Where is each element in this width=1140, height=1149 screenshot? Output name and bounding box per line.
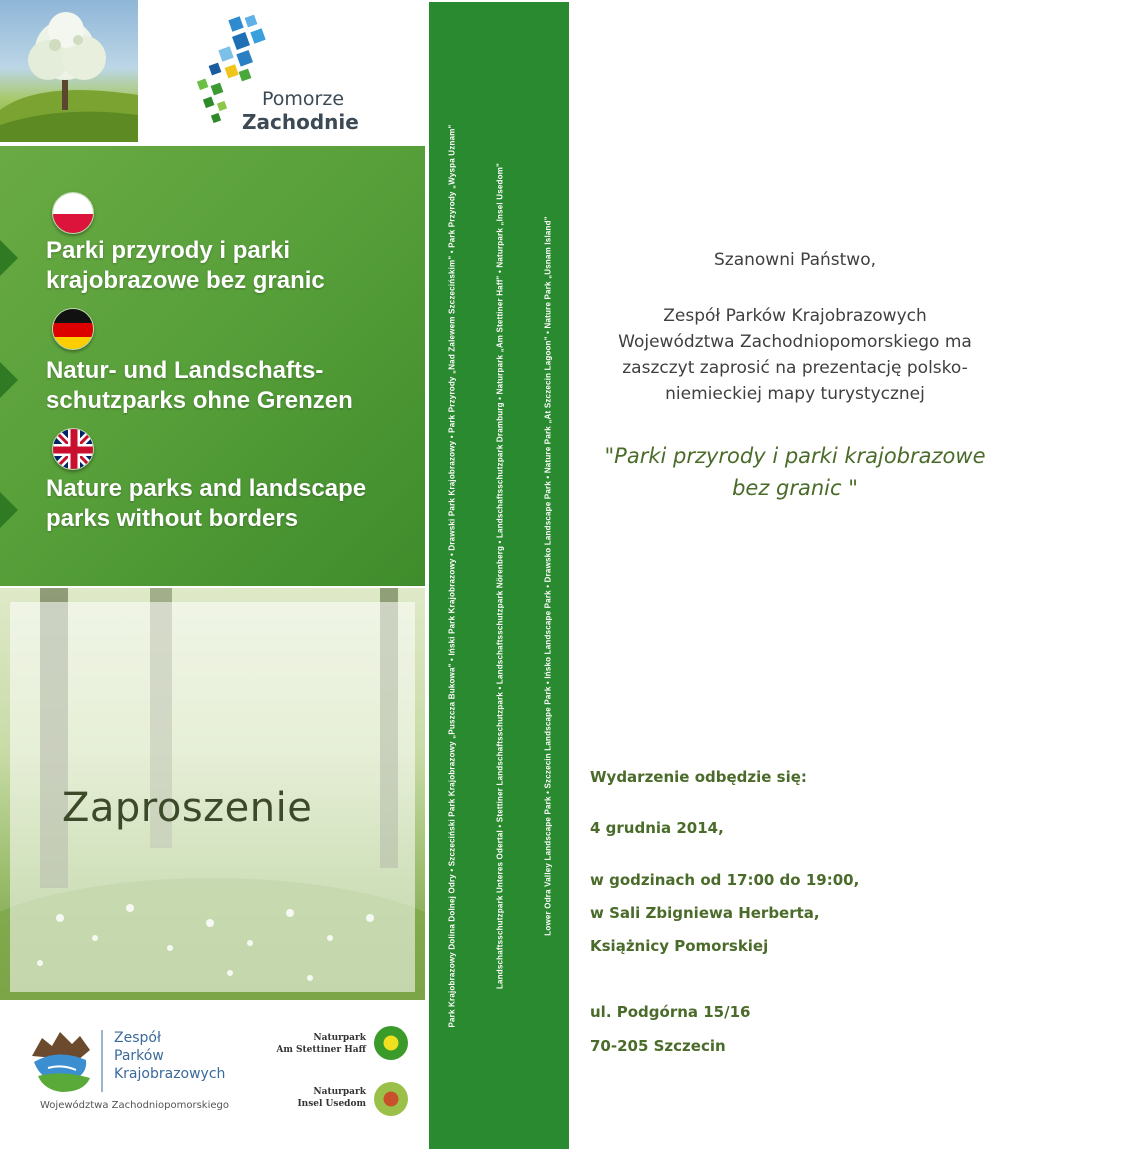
naturpark-haff-line-1: Naturpark [313,1033,366,1043]
letter-body-line: Województwa Zachodniopomorskiego ma [618,332,972,352]
event-title-line-2: bez granic " [732,476,858,500]
flag-poland-icon [52,192,94,234]
flag-uk-icon [52,428,94,470]
event-date: 4 grudnia 2014, [590,819,724,837]
tree-photo [0,0,138,142]
letter-body-line: Zespół Parków Krajobrazowych [663,306,927,326]
zpk-logo [28,1026,238,1118]
naturpark-usedom-icon [374,1082,408,1116]
event-venue: Książnicy Pomorskiej [590,937,769,955]
zpk-logo-line-2: Parków [114,1048,164,1064]
strip-text-de: Landschaftsschutzpark Unteres Odertal • Stettiner Landschaftsschutzpark • Landschaftsschutzpark Nörenberg • Landschaftsschutzpark Dramburg • Naturpark „Am Stettiner Haff" • Naturpark „Insel Usedom" [495,162,505,989]
title-en-line-1: Nature parks and landscape [46,475,367,502]
naturpark-haff-line-2: Am Stettiner Haff [276,1045,366,1055]
strip-text-pl: Park Krajobrazowy Dolina Dolnej Odry • Szczeciński Park Krajobrazowy „Puszcza Bukowa" • Iński Park Krajobrazowy • Drawski Park Krajobrazowy • Park Przyrody „Nad Zalewem Szczecińskim" • Park Przyrody „Wyspa Uznam" [447,123,457,1028]
title-box [0,146,425,586]
title-pl-line-1: Parki przyrody i parki [46,237,291,264]
brand-line-1: Pomorze [262,88,345,110]
event-city: 70-205 Szczecin [590,1037,726,1055]
letter-body-line: niemieckiej mapy turystycznej [665,384,925,404]
naturpark-haff-label [262,1032,366,1056]
letter-body-line: zaszczyt zaprosić na prezentację polsko- [622,358,968,378]
event-intro: Wydarzenie odbędzie się: [590,768,807,786]
strip-column-de [485,2,515,1149]
zpk-logo-line-1: Zespół [114,1030,161,1046]
park-names-strip [429,2,569,1149]
event-title-line-1: "Parki przyrody i parki krajobrazowe [604,444,986,468]
cover-panel [0,0,428,1149]
strip-column-pl [437,2,467,1149]
title-pl-line-2: krajobrazowe bez granic [46,267,325,294]
event-street: ul. Podgórna 15/16 [590,1003,751,1021]
arrow-marker-icon [0,240,18,276]
event-room: w Sali Zbigniewa Herberta, [590,904,820,922]
brand-line-2: Zachodnie [242,110,359,134]
cover-title: Zaproszenie [62,785,313,831]
naturpark-usedom-line-1: Naturpark [313,1087,366,1097]
invitation-letter [570,0,1140,1149]
zpk-logo-subtitle: Województwa Zachodniopomorskiego [40,1100,229,1111]
title-de-line-1: Natur- und Landschafts- [46,357,324,384]
title-en-line-2: parks without borders [46,505,299,532]
pomorze-zachodnie-logo [190,14,370,134]
arrow-marker-icon [0,492,18,528]
event-hours: w godzinach od 17:00 do 19:00, [590,871,860,889]
strip-text-en: Lower Odra Valley Landscape Park • Szczecin Landscape Park • Ińsko Landscape Park • Drawsko Landscape Park • Nature Park „At Szczecin Lagoon" • Nature Park „Usnam Island" [543,215,553,936]
arrow-marker-icon [0,362,18,398]
forest-photo [0,588,425,1000]
naturpark-usedom-line-2: Insel Usedom [297,1099,366,1109]
flag-germany-icon [52,308,94,350]
naturpark-usedom-label [262,1086,366,1110]
naturpark-haff-icon [374,1026,408,1060]
letter-greeting: Szanowni Państwo, [713,250,877,270]
strip-column-en [533,2,563,1149]
title-de-line-2: schutzparks ohne Grenzen [46,387,353,414]
zpk-logo-line-3: Krajobrazowych [114,1066,226,1082]
